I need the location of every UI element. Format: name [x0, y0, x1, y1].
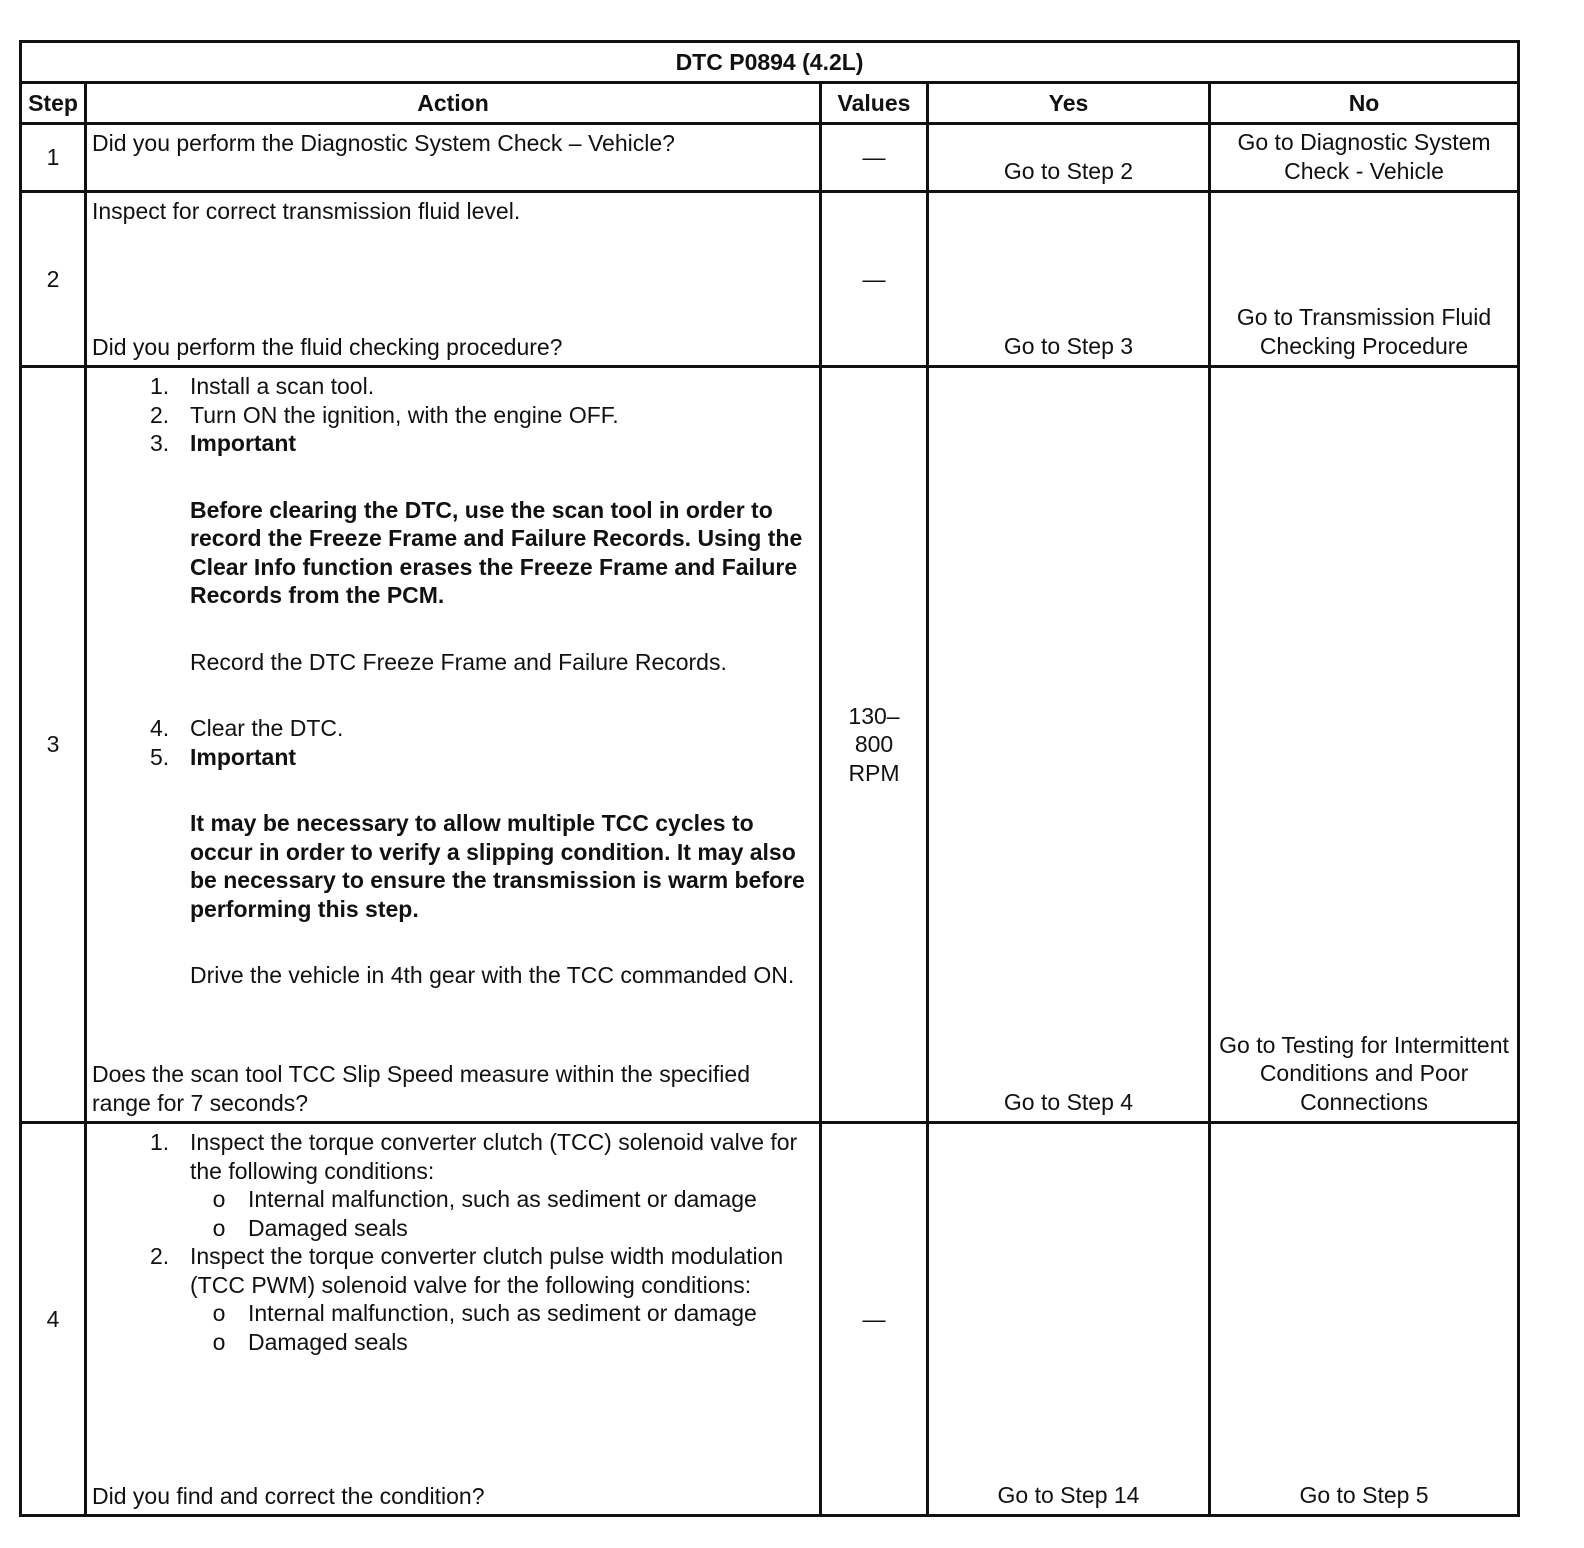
sub-item: o Internal malfunction, such as sediment or damage — [212, 1186, 757, 1212]
procedure-list — [92, 372, 814, 990]
action-cell — [86, 1123, 821, 1516]
header-values: Values — [821, 83, 928, 124]
step-number: 2 — [21, 192, 86, 367]
dtc-table — [19, 40, 1520, 1517]
action-intro: Inspect for correct transmission fluid level. — [92, 198, 521, 224]
list-item: 3. Important Before clearing the DTC, use the scan tool in order to record the Freeze Frame and Failure Records. Using the Clear Info function erases the Freeze Frame and Failure Records from the PCM. Record the DTC Freeze Frame and Failure Records. — [92, 429, 814, 714]
table-row — [21, 124, 1519, 192]
table-row — [21, 1123, 1519, 1516]
action-cell — [86, 367, 821, 1123]
list-item: 1. Inspect the torque converter clutch (TCC) solenoid valve for the following conditions: o Internal malfunction, such as sediment or damage o Damaged seals — [92, 1128, 814, 1242]
header-yes: Yes — [928, 83, 1210, 124]
important-note: Before clearing the DTC, use the scan tool in order to record the Freeze Frame and Failure Records. Using the Clear Info function erases the Freeze Frame and Failure Records from the PCM. — [190, 496, 803, 608]
step-number: 1 — [21, 124, 86, 192]
action-question: Did you find and correct the condition? — [92, 1482, 485, 1509]
action-cell — [86, 124, 821, 192]
procedure-list — [92, 1128, 814, 1356]
values-cell: — — [821, 124, 928, 192]
table-title: DTC P0894 (4.2L) — [21, 42, 1519, 83]
list-item: 5. Important It may be necessary to allow multiple TCC cycles to occur in order to verify a slipping condition. It may also be necessary to ensure the transmission is warm before performing this step. Drive the vehicle in 4th gear with the TCC commanded ON. — [92, 743, 814, 990]
no-cell: Go to Transmission Fluid Checking Procedure — [1210, 192, 1519, 367]
sub-item: o Internal malfunction, such as sediment or damage — [212, 1300, 757, 1326]
no-cell: Go to Diagnostic System Check - Vehicle — [1210, 124, 1519, 192]
list-item: 2. Turn ON the ignition, with the engine OFF. — [150, 401, 619, 428]
step-number: 4 — [21, 1123, 86, 1516]
important-note: It may be necessary to allow multiple TCC cycles to occur in order to verify a slipping condition. It may also be necessary to ensure the transmission is warm before performing this step. — [190, 810, 805, 922]
action-question: Did you perform the fluid checking procedure? — [92, 333, 563, 360]
yes-cell: Go to Step 14 — [928, 1123, 1210, 1516]
values-cell: 130– 800 RPM — [821, 367, 928, 1123]
step-number: 3 — [21, 367, 86, 1123]
yes-cell: Go to Step 2 — [928, 124, 1210, 192]
yes-cell: Go to Step 4 — [928, 367, 1210, 1123]
important-label: Important — [190, 743, 297, 770]
header-step: Step — [21, 83, 86, 124]
yes-cell: Go to Step 3 — [928, 192, 1210, 367]
list-item: 1. Install a scan tool. — [150, 373, 375, 399]
action-question: Did you perform the Diagnostic System Check – Vehicle? — [92, 130, 675, 156]
step-detail: Record the DTC Freeze Frame and Failure Records. — [190, 648, 727, 675]
no-cell: Go to Testing for Intermittent Conditions and Poor Connections — [1210, 367, 1519, 1123]
no-cell: Go to Step 5 — [1210, 1123, 1519, 1516]
values-cell: — — [821, 192, 928, 367]
important-label: Important — [190, 430, 297, 456]
list-item: 4. Clear the DTC. — [150, 715, 344, 741]
sub-item: o Damaged seals — [212, 1214, 408, 1241]
action-cell — [86, 192, 821, 367]
sub-item: o Damaged seals — [212, 1328, 408, 1355]
values-cell: — — [821, 1123, 928, 1516]
list-item: 2. Inspect the torque converter clutch pulse width modulation (TCC PWM) solenoid valve for the following conditions: o Internal malfunction, such as sediment or damage o Damaged seals — [92, 1242, 814, 1356]
action-question: Does the scan tool TCC Slip Speed measure within the specified range for 7 seconds? — [92, 1061, 750, 1116]
header-action: Action — [86, 83, 821, 124]
step-detail: Drive the vehicle in 4th gear with the TCC commanded ON. — [190, 962, 795, 988]
table-row — [21, 192, 1519, 367]
header-no: No — [1210, 83, 1519, 124]
table-row — [21, 367, 1519, 1123]
